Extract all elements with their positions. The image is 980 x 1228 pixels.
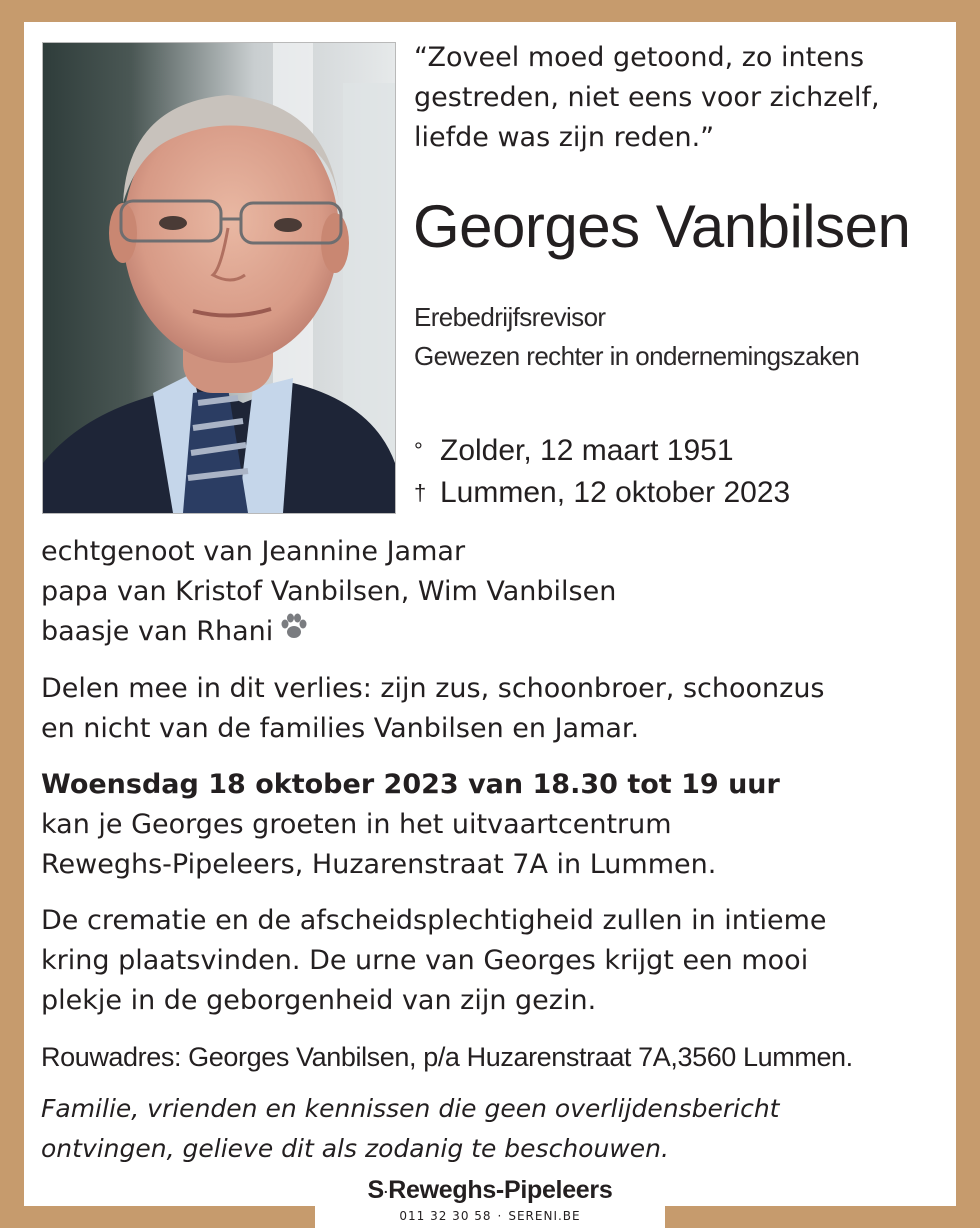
visitation-line: Reweghs-Pipeleers, Huzarenstraat 7A in Lummen.	[41, 848, 717, 880]
deceased-name: Georges Vanbilsen	[413, 193, 911, 260]
notice-line: Familie, vrienden en kennissen die geen overlijdensbericht	[41, 1093, 780, 1123]
cremation-line: plekje in de geborgenheid van zijn gezin.	[41, 984, 597, 1016]
funeral-home-contact	[315, 1208, 665, 1224]
family-block	[41, 532, 946, 653]
birth-line	[414, 430, 790, 472]
cremation-line: kring plaatsvinden. De urne van Georges krijgt een mooi	[41, 944, 809, 976]
paw-print-icon	[279, 613, 309, 653]
family-line: papa van Kristof Vanbilsen, Wim Vanbilsen	[41, 576, 617, 607]
title-line: Erebedrijfsrevisor	[414, 302, 606, 332]
obituary-card	[24, 22, 956, 1206]
notice-block	[41, 1089, 946, 1169]
notice-line: ontvingen, gelieve dit als zodanig te beschouwen.	[41, 1133, 669, 1163]
funeral-home-footer	[315, 1170, 665, 1228]
death-line	[414, 472, 790, 514]
funeral-home-logo: S	[367, 1176, 384, 1204]
mourning-address: Rouwadres: Georges Vanbilsen, p/a Huzarenstraat 7A,3560 Lummen.	[41, 1041, 853, 1072]
sharing-block	[41, 669, 946, 749]
sharing-line: Delen mee in dit verlies: zijn zus, schoonbroer, schoonzus	[41, 672, 825, 704]
funeral-home-brand: S·Reweghs-Pipeleers	[367, 1176, 613, 1204]
cremation-block	[41, 901, 946, 1021]
quote-line: “Zoveel moed getoond, zo intens	[414, 42, 865, 73]
funeral-home-phone: 011 32 30 58	[399, 1209, 492, 1224]
visitation-line: kan je Georges groeten in het uitvaartcentrum	[41, 808, 672, 840]
visitation-block	[41, 765, 946, 885]
birth-text: Zolder, 12 maart 1951	[440, 434, 734, 467]
visitation-heading: Woensdag 18 oktober 2023 van 18.30 tot 19 uur	[41, 768, 780, 800]
obituary-body	[41, 532, 946, 1169]
death-symbol: †	[414, 480, 427, 505]
funeral-home-name: Reweghs-Pipeleers	[388, 1176, 613, 1204]
title-line: Gewezen rechter in ondernemingszaken	[414, 341, 860, 371]
life-dates	[414, 430, 790, 514]
quote-line: gestreden, niet eens voor zichzelf,	[414, 82, 880, 113]
contact-separator: ·	[497, 1209, 503, 1224]
quote-line: liefde was zijn reden.”	[414, 122, 715, 153]
family-line: echtgenoot van Jeannine Jamar	[41, 536, 466, 567]
funeral-home-website: SERENI.BE	[508, 1209, 581, 1224]
family-line	[41, 612, 946, 653]
family-line-text: baasje van Rhani	[41, 616, 274, 647]
sharing-line: en nicht van de families Vanbilsen en Jamar.	[41, 712, 640, 744]
professional-titles	[414, 298, 859, 376]
death-text: Lummen, 12 oktober 2023	[440, 476, 791, 509]
cremation-line: De crematie en de afscheidsplechtigheid zullen in intieme	[41, 904, 827, 936]
portrait-photo	[42, 42, 396, 514]
memorial-quote	[414, 38, 944, 158]
birth-symbol: °	[414, 438, 423, 463]
